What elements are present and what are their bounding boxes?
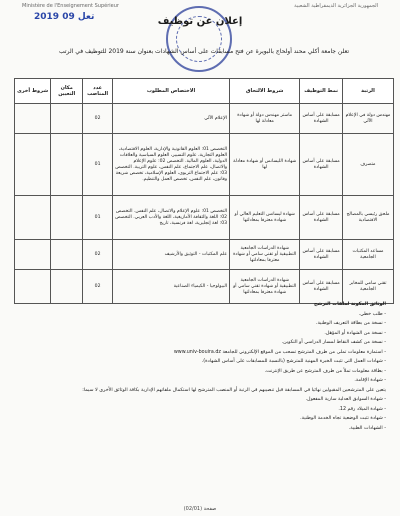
document-item: - نسخة من بطاقة التعريف الوطنية. — [14, 319, 386, 329]
positions-table — [14, 78, 394, 304]
cell-count: 01 — [83, 196, 113, 240]
cell-conditions: ماستر مهندس دولة أو شهادة معادلة لها — [230, 104, 300, 134]
cell-specialty: علم المكتبات - التوثيق والأرشيف — [112, 240, 229, 270]
col-mode: نمط التوظيف — [300, 79, 343, 104]
table-row — [15, 134, 394, 196]
cell-count: 02 — [83, 240, 113, 270]
cell-conditions: شهادة ليسانس التعليم العالي أو شهادة معترفا بمعادلتها — [230, 196, 300, 240]
cell-mode: مسابقة على أساس الشهادة — [300, 104, 343, 134]
cell-conditions: شهادة الدراسات الجامعية التطبيقية أو تقني سامي أو شهادة معترفا بمعادلتها — [230, 240, 300, 270]
cell-mode: مسابقة على أساس الشهادة — [300, 134, 343, 196]
col-conditions: شروط الالتحاق — [230, 79, 300, 104]
cell-rank: ملحق رئيسي بالمصالح الاقتصادية — [342, 196, 393, 240]
table-row — [15, 196, 394, 240]
letterhead-right: الجمهورية الجزائرية الديمقراطية الشعبية — [294, 3, 378, 9]
required-documents — [14, 300, 386, 433]
cell-place — [51, 104, 83, 134]
handwritten-date: 2019 تعل 09 — [34, 12, 95, 22]
announcement-intro: تعلن جامعة أكلي محند أولحاج بالبويرة عن فتح مسابقات على أساس الشهادات بعنوان سنة 2019 للتوظيف في الرتب — [58, 48, 350, 55]
page-number: صفحة (02/01) — [183, 506, 217, 512]
cell-other — [15, 240, 51, 270]
document-item: - شهادة الإقامة. — [14, 376, 386, 386]
cell-mode: مسابقة على أساس الشهادة — [300, 240, 343, 270]
letterhead-left: Ministère de l'Enseignement Supérieur — [22, 3, 119, 9]
cell-conditions: شهادة الليسانس أو شهادة معادلة لها — [230, 134, 300, 196]
cell-count: 01 — [83, 134, 113, 196]
announcement-title: إعلان عن توظيف — [157, 16, 243, 27]
table-row — [15, 270, 394, 304]
cell-specialty: التخصص 01: علوم الإعلام والاتصال، علم النفس. التخصص 02: اللغة والثقافة الأمازيغية، اللغة والأدب العربي. التخصص 03: لغة إنجليزية، لغة فرنسية، تاريخ — [112, 196, 229, 240]
cell-place — [51, 196, 83, 240]
cell-place — [51, 240, 83, 270]
cell-specialty: التخصص 01: العلوم القانونية والإدارية، العلوم الاقتصادية، العلوم التجارية، علوم التسيير، العلوم السياسية والعلاقات الدولية، العلوم المالية. التخصص 02: علوم الإعلام والاتصال، علم الاجتماع، علم النفس، علوم التربية. التخصص 03: علم الاجتماع التربوي، العلوم الإسلامية، تخصص شريعة وقانون، علم النفس، تخصص العمل والتنظيم. — [112, 134, 229, 196]
cell-place — [51, 134, 83, 196]
cell-conditions: شهادة الدراسات الجامعية التطبيقية أو شهادة تقني سامي أو شهادة معترفا بمعادلتها — [230, 270, 300, 304]
cell-rank: تقني سامي للمخابر الجامعية — [342, 270, 393, 304]
cell-other — [15, 104, 51, 134]
cell-mode: مسابقة على أساس الشهادة — [300, 196, 343, 240]
document-item: - شهادات العمل التي تثبت الخبرة المهنية للمترشح (بالنسبة للمسابقات على أساس الشهادة). — [14, 357, 386, 367]
extra-document-item: - الشهادات الطبية. — [14, 424, 386, 434]
document-item: - طلب خطي. — [14, 310, 386, 320]
cell-other — [15, 196, 51, 240]
table-header-row — [15, 79, 394, 104]
extra-document-item: - شهادة السوابق العدلية سارية المفعول. — [14, 395, 386, 405]
table-row — [15, 104, 394, 134]
document-item: - نسخة من كشف النقاط لمسار الدراسي أو التكوين. — [14, 338, 386, 348]
col-place: مكان التعيين — [51, 79, 83, 104]
final-candidates-paragraph: يتعين على المترشحين المقبولين نهائيا في المسابقة قبل تنصيبهم في الرتبة أو المنصب المترشح لها استكمال ملفاتهم الإدارية بكافة الوثائق الأخرى لا سيما: — [82, 387, 386, 393]
cell-other — [15, 270, 51, 304]
col-other: شروط أخرى — [15, 79, 51, 104]
cell-specialty: البيولوجيا - الكيمياء الصناعية — [112, 270, 229, 304]
documents-header: الوثائق المكونة لملفات الترشح — [314, 302, 386, 307]
col-rank: الرتبة — [342, 79, 393, 104]
extra-document-item: - شهادة تثبت الوضعية تجاه الخدمة الوطنية. — [14, 414, 386, 424]
extra-document-item: - شهادة الميلاد رقم 12. — [14, 405, 386, 415]
document-item: - نسخة من الشهادة أو المؤهل. — [14, 329, 386, 339]
cell-rank: مهندس دولة في الإعلام الآلي — [342, 104, 393, 134]
table-row — [15, 240, 394, 270]
document-item: - بطاقة معلومات تملأ من طرف المترشح عن طريق الإنترنت. — [14, 367, 386, 377]
cell-rank: مساعد المكتبات الجامعية — [342, 240, 393, 270]
cell-count: 02 — [83, 104, 113, 134]
cell-other — [15, 134, 51, 196]
cell-rank: متصرف — [342, 134, 393, 196]
cell-place — [51, 270, 83, 304]
cell-count: 02 — [83, 270, 113, 304]
cell-specialty: الإعلام الآلي — [112, 104, 229, 134]
cell-mode: مسابقة على أساس الشهادة — [300, 270, 343, 304]
document-item: - استمارة معلومات تملى من طرف المترشح تسحب من الموقع الإلكتروني للجامعة www.univ-bouira.dz — [14, 348, 386, 358]
col-specialty: الاختصاص المطلوب — [112, 79, 229, 104]
col-count: عدد المناصب — [83, 79, 113, 104]
